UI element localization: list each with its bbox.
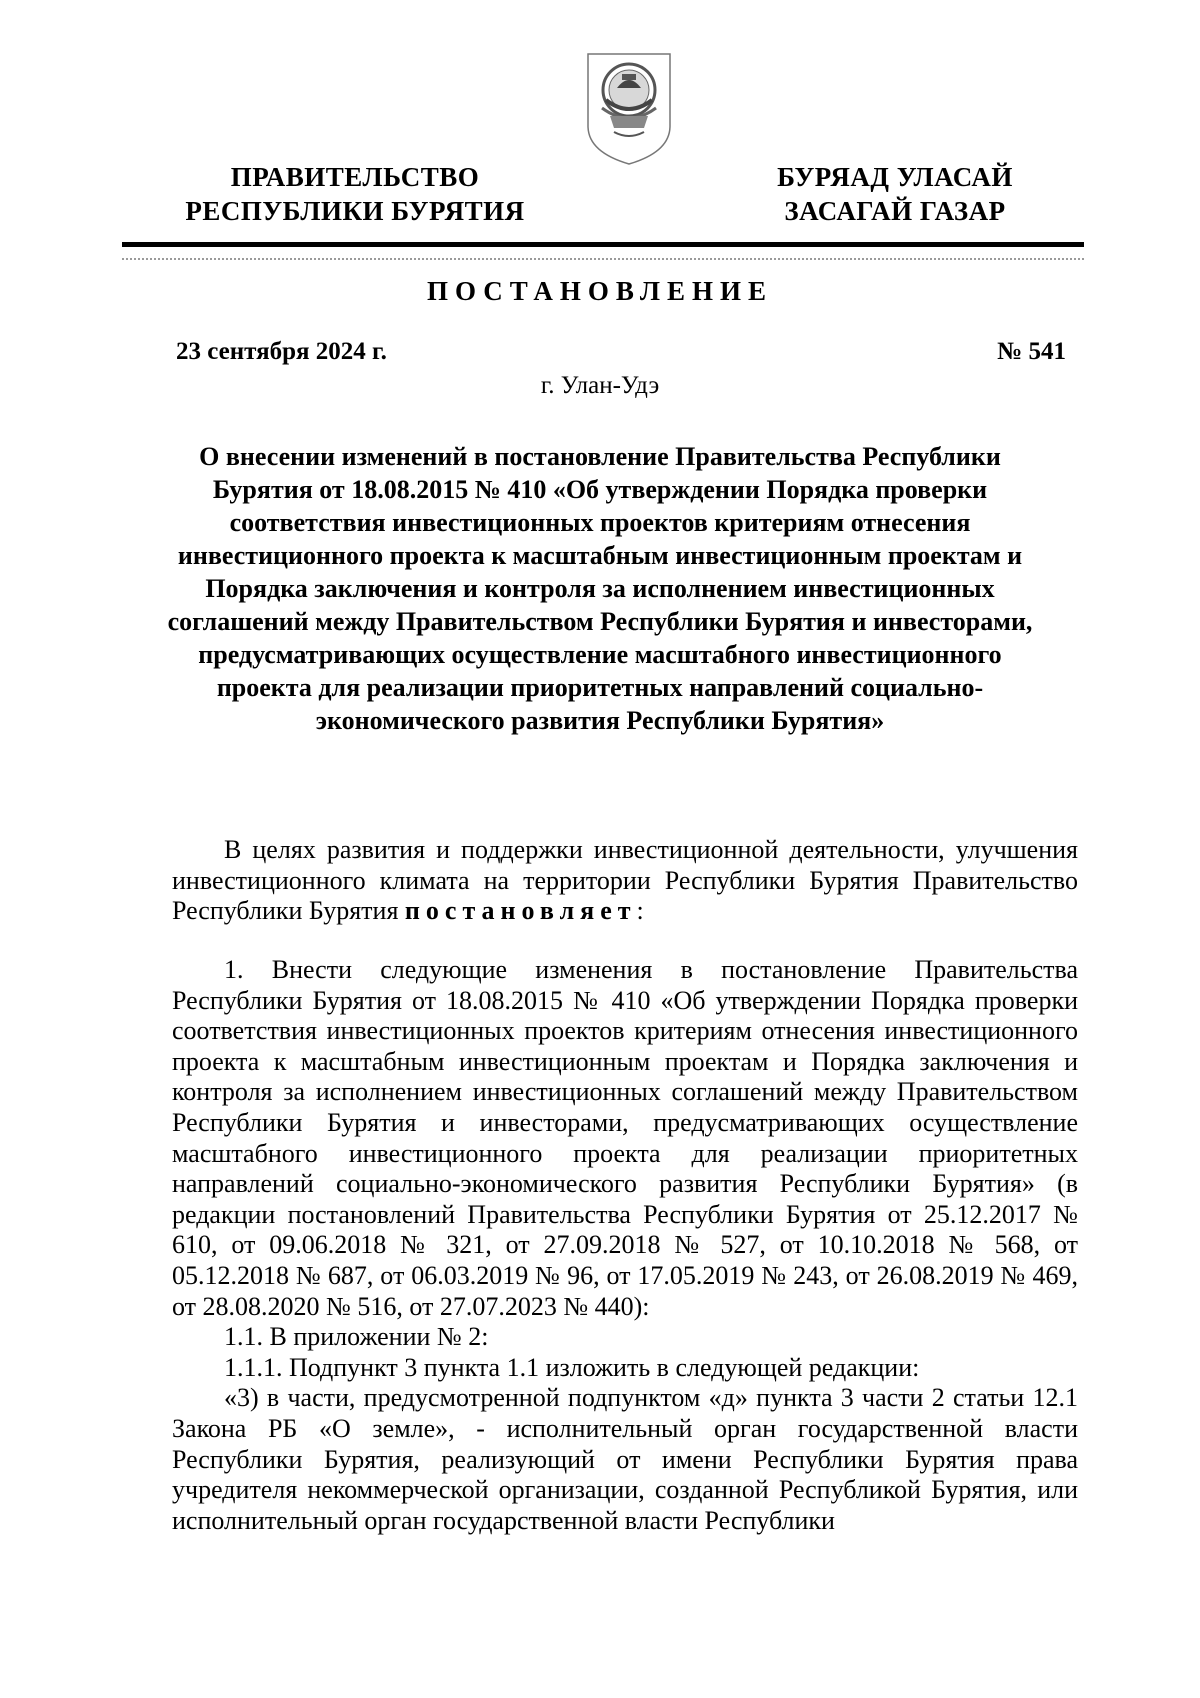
paragraph-1: 1. Внести следующие изменения в постановление Правительства Республики Бурятия от 18.08.2015 № 410 «Об утверждении Порядка проверки соответствия инвестиционных проектов критериям отнесения инвестиционного проекта к масштабным инвестиционным проектам и Порядка заключения и контроля за исполнением инвестиционных соглашений между Правительством Республики Бурятия и инвесторами, предусматривающих осуществление масштабного инвестиционного проекта для реализации приоритетных направлений социально-экономического развития Республики Бурятия» (в редакции постановлений Правительства Республики Бурятия от 25.12.2017 № 610, от 09.06.2018 № 321, от 27.09.2018 № 527, от 10.10.2018 № 568, от 05.12.2018 № 687, от 06.03.2019 № 96, от 17.05.2019 № 243, от 26.08.2019 № 469, от 28.08.2020 № 516, от 27.07.2023 № 440): bbox=[172, 955, 1078, 1321]
document-city: г. Улан-Удэ bbox=[540, 372, 660, 399]
preamble-paragraph bbox=[172, 835, 1078, 927]
document-date: 23 сентября 2024 г. bbox=[176, 338, 387, 365]
preamble bbox=[172, 835, 1078, 927]
government-name-line: ЗАСАГАЙ ГАЗАР bbox=[784, 196, 1006, 226]
preamble-text: В целях развития и поддержки инвестиционной деятельности, улучшения инвестиционного климата на территории Республики Бурятия Правительство Республики Бурятия bbox=[172, 835, 1078, 926]
document-type: ПОСТАНОВЛЕНИЕ bbox=[426, 276, 774, 306]
document-number: № 541 bbox=[997, 338, 1066, 365]
header-divider-thick bbox=[122, 242, 1084, 247]
government-name-line: ПРАВИТЕЛЬСТВО bbox=[230, 162, 480, 192]
government-name-russian bbox=[175, 160, 535, 228]
paragraph-1-1-1: 1.1.1. Подпункт 3 пункта 1.1 изложить в следующей редакции: bbox=[224, 1352, 920, 1382]
preamble-colon: : bbox=[636, 896, 644, 926]
paragraph-subitem-3: «3) в части, предусмотренной подпунктом «д» пункта 3 части 2 статьи 12.1 Закона РБ «О земле», - исполнительный орган государственной власти Республики Бурятия, реализующий от имени Республики Бурятия права учредителя некоммерческой организации, созданной Республикой Бурятия, или исполнительный орган государственной власти Республики bbox=[172, 1383, 1078, 1535]
document-title: О внесении изменений в постановление Правительства Республики Бурятия от 18.08.2015 № 410 «Об утверждении Порядка проверки соответствия инвестиционных проектов критериям отнесения инвестиционного проекта к масштабным инвестиционным проектам и Порядка заключения и контроля за исполнением инвестиционных соглашений между Правительством Республики Бурятия и инвесторами, предусматривающих осуществление масштабного инвестиционного проекта для реализации приоритетных направлений социально-экономического развития Республики Бурятия» bbox=[167, 442, 1033, 735]
resolution-items bbox=[172, 955, 1078, 1536]
government-name-line: БУРЯАД УЛАСАЙ bbox=[777, 162, 1013, 192]
header-divider-thin bbox=[122, 258, 1084, 260]
preamble-resolves: постановляет bbox=[404, 896, 637, 926]
paragraph-1-1: 1.1. В приложении № 2: bbox=[224, 1322, 489, 1352]
coat-of-arms-icon bbox=[584, 48, 674, 166]
government-name-line: РЕСПУБЛИКИ БУРЯТИЯ bbox=[185, 196, 525, 226]
government-name-buryat bbox=[735, 160, 1055, 228]
